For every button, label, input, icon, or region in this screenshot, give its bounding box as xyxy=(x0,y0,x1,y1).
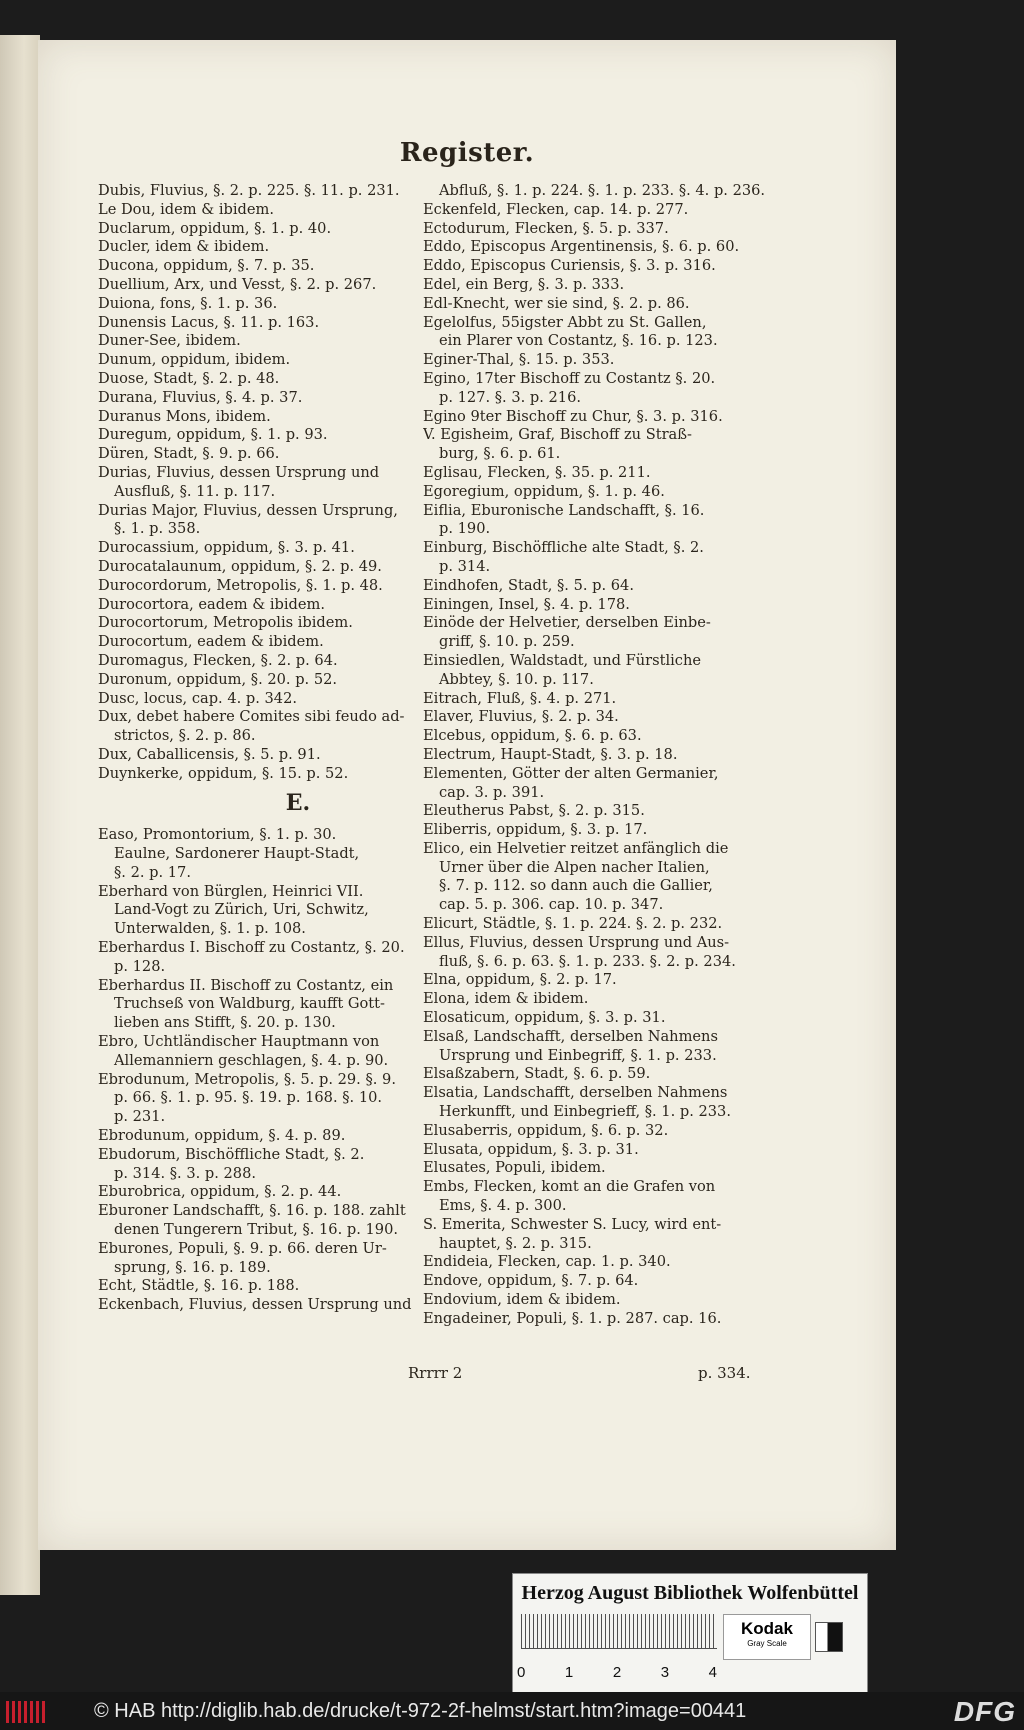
index-entry: p. 127. §. 3. p. 216. xyxy=(439,388,582,406)
index-entry: Edel, ein Berg, §. 3. p. 333. xyxy=(423,275,625,293)
index-entry: Ellus, Fluvius, dessen Ursprung und Aus- xyxy=(423,933,730,951)
index-entry: Embs, Flecken, komt an die Grafen von xyxy=(423,1178,716,1196)
index-entry: griff, §. 10. p. 259. xyxy=(439,633,575,651)
index-entry: Dusc, locus, cap. 4. p. 342. xyxy=(98,689,298,707)
index-entry: p. 314. §. 3. p. 288. xyxy=(114,1164,257,1182)
index-entry: Eglisau, Flecken, §. 35. p. 211. xyxy=(423,463,651,481)
index-entry: Ebudorum, Bischöffliche Stadt, §. 2. xyxy=(98,1145,365,1163)
index-entry: Eburobrica, oppidum, §. 2. p. 44. xyxy=(98,1183,342,1201)
index-entry: Abfluß, §. 1. p. 224. §. 1. p. 233. §. 4. p. 236. xyxy=(439,182,766,199)
index-entry: Truchseß von Waldburg, kaufft Gott- xyxy=(114,995,385,1013)
index-entry: Ursprung und Einbegriff, §. 1. p. 233. xyxy=(439,1046,717,1064)
library-name: Herzog August Bibliothek Wolfenbüttel xyxy=(521,1582,859,1604)
index-entry: Eberhardus II. Bischoff zu Costantz, ein xyxy=(98,976,394,994)
index-entry: Eburones, Populi, §. 9. p. 66. deren Ur- xyxy=(98,1239,387,1257)
index-entry: Ebrodunum, Metropolis, §. 5. p. 29. §. 9. xyxy=(98,1070,396,1088)
index-entry: Eberhardus I. Bischoff zu Costantz, §. 20. xyxy=(98,939,405,957)
ruler-number: 0 xyxy=(517,1664,526,1681)
index-entry: Einsiedlen, Waldstadt, und Fürstliche xyxy=(423,651,701,669)
index-entry: Duclarum, oppidum, §. 1. p. 40. xyxy=(98,219,332,237)
index-entry: Elona, idem & ibidem. xyxy=(423,990,589,1008)
index-entry: Düren, Stadt, §. 9. p. 66. xyxy=(98,445,280,463)
index-entry: p. 231. xyxy=(114,1108,166,1126)
index-entry: Durocatalaunum, oppidum, §. 2. p. 49. xyxy=(98,557,382,575)
index-entry: Egino, 17ter Bischoff zu Costantz §. 20. xyxy=(423,369,716,387)
index-entry: Eddo, Episcopus Argentinensis, §. 6. p. 60. xyxy=(423,238,740,256)
index-entry: Ducona, oppidum, §. 7. p. 35. xyxy=(98,257,315,275)
catchword-signature: Rrrrr 2 xyxy=(408,1364,463,1382)
index-entry: cap. 3. p. 391. xyxy=(439,783,545,801)
index-entry: strictos, §. 2. p. 86. xyxy=(114,727,256,745)
index-entry: sprung, §. 16. p. 189. xyxy=(114,1258,271,1276)
ruler-number: 3 xyxy=(660,1664,670,1681)
index-entry: Eaulne, Sardonerer Haupt-Stadt, xyxy=(114,845,360,863)
index-entry: hauptet, §. 2. p. 315. xyxy=(439,1234,592,1252)
index-entry: Le Dou, idem & ibidem. xyxy=(98,200,275,218)
index-entry: Duromagus, Flecken, §. 2. p. 64. xyxy=(98,651,338,669)
index-entry: Eddo, Episcopus Curiensis, §. 3. p. 316. xyxy=(423,257,716,275)
index-entry: Duronum, oppidum, §. 20. p. 52. xyxy=(98,670,338,688)
index-entry: Duynkerke, oppidum, §. 15. p. 52. xyxy=(98,764,349,782)
index-entry: Durana, Fluvius, §. 4. p. 37. xyxy=(98,388,303,406)
index-entry: Eberhard von Bürglen, Heinrici VII. xyxy=(98,882,364,900)
index-entry: Durocortorum, Metropolis ibidem. xyxy=(98,614,353,632)
index-entry: Eburoner Landschafft, §. 16. p. 188. zahlt xyxy=(98,1202,406,1220)
index-entry: Einingen, Insel, §. 4. p. 178. xyxy=(423,595,630,613)
index-entry: Elosaticum, oppidum, §. 3. p. 31. xyxy=(423,1009,666,1027)
dfg-logo: DFG xyxy=(953,1696,1016,1727)
index-entry: Ems, §. 4. p. 300. xyxy=(439,1197,567,1215)
index-entry: denen Tungerern Tribut, §. 16. p. 190. xyxy=(114,1221,398,1239)
footer-bar xyxy=(0,1692,1024,1730)
ruler-number: 4 xyxy=(708,1664,717,1681)
index-entry: Durocassium, oppidum, §. 3. p. 41. xyxy=(98,539,355,557)
index-entry: fluß, §. 6. p. 63. §. 1. p. 233. §. 2. p. 234. xyxy=(439,952,736,970)
index-entry: §. 1. p. 358. xyxy=(114,520,201,538)
index-entry: Duose, Stadt, §. 2. p. 48. xyxy=(98,369,280,387)
index-entry: burg, §. 6. p. 61. xyxy=(439,445,561,463)
ruler-numbers xyxy=(517,1664,717,1681)
index-entry: Elementen, Götter der alten Germanier, xyxy=(423,764,719,782)
index-entry: p. 128. xyxy=(114,957,166,975)
ruler-number: 1 xyxy=(564,1664,574,1681)
index-entry: Elaver, Fluvius, §. 2. p. 34. xyxy=(423,708,619,726)
index-entry: Eckenbach, Fluvius, dessen Ursprung und xyxy=(98,1296,412,1314)
index-entry: Elico, ein Helvetier reitzet anfänglich die xyxy=(423,839,729,857)
index-entry: Unterwalden, §. 1. p. 108. xyxy=(114,920,306,938)
index-entry: Durocortora, eadem & ibidem. xyxy=(98,595,325,613)
index-entry: lieben ans Stifft, §. 20. p. 130. xyxy=(114,1014,336,1032)
gray-scale-patch xyxy=(815,1622,843,1652)
index-entry: Egelolfus, 55igster Abbt zu St. Gallen, xyxy=(423,313,707,331)
ruler-number: 2 xyxy=(612,1664,622,1681)
index-entry: Ectodurum, Flecken, §. 5. p. 337. xyxy=(423,219,669,237)
source-url[interactable]: © HAB http://diglib.hab.de/drucke/t-972-2f-helmst/start.htm?image=00441 xyxy=(94,1700,747,1722)
index-entry: V. Egisheim, Graf, Bischoff zu Straß- xyxy=(423,426,692,444)
index-entry: Eitrach, Fluß, §. 4. p. 271. xyxy=(423,689,617,707)
index-entry: Eginer-Thal, §. 15. p. 353. xyxy=(423,351,615,369)
index-entry: Land-Vogt zu Zürich, Uri, Schwitz, xyxy=(114,901,369,919)
index-entry: Duranus Mons, ibidem. xyxy=(98,407,271,425)
index-entry: §. 2. p. 17. xyxy=(114,863,191,881)
index-entry: Dunum, oppidum, ibidem. xyxy=(98,351,291,369)
index-entry: Engadeiner, Populi, §. 1. p. 287. cap. 16. xyxy=(423,1309,722,1327)
index-entry: Herkunfft, und Einbegrieff, §. 1. p. 233. xyxy=(439,1103,731,1121)
index-entry: Duellium, Arx, und Vesst, §. 2. p. 267. xyxy=(98,275,377,293)
index-entry: Durias, Fluvius, dessen Ursprung und xyxy=(98,463,380,481)
index-entry: Urner über die Alpen nacher Italien, xyxy=(439,858,710,876)
index-entry: S. Emerita, Schwester S. Lucy, wird ent- xyxy=(423,1215,722,1233)
index-entry: Einöde der Helvetier, derselben Einbe- xyxy=(423,614,711,632)
page-title: Register. xyxy=(399,138,535,168)
letter-heading: E. xyxy=(285,789,311,816)
catchword-continuation: p. 334. xyxy=(698,1364,751,1382)
index-entry: Elna, oppidum, §. 2. p. 17. xyxy=(423,971,617,989)
index-entry: Abbtey, §. 10. p. 117. xyxy=(439,670,594,688)
index-entry: Allemanniern geschlagen, §. 4. p. 90. xyxy=(114,1051,389,1069)
adjacent-page-edge xyxy=(0,35,40,1595)
index-entry: Duner-See, ibidem. xyxy=(98,332,241,350)
index-entry: Endideia, Flecken, cap. 1. p. 340. xyxy=(423,1253,671,1271)
index-entry: Duiona, fons, §. 1. p. 36. xyxy=(98,294,278,312)
index-entry: Dux, Caballicensis, §. 5. p. 91. xyxy=(98,745,321,763)
index-entry: p. 190. xyxy=(439,520,491,538)
index-entry: §. 7. p. 112. so dann auch die Gallier, xyxy=(439,877,713,895)
library-label-card xyxy=(512,1573,868,1703)
index-entry: Easo, Promontorium, §. 1. p. 30. xyxy=(98,826,337,844)
right-column xyxy=(423,182,838,1329)
index-entry: Elsaßzabern, Stadt, §. 6. p. 59. xyxy=(423,1065,651,1083)
index-entry: Einburg, Bischöffliche alte Stadt, §. 2. xyxy=(423,539,704,557)
index-entry: Ducler, idem & ibidem. xyxy=(98,238,270,256)
index-entry: Eindhofen, Stadt, §. 5. p. 64. xyxy=(423,576,634,594)
index-entry: Eleutherus Pabst, §. 2. p. 315. xyxy=(423,802,645,820)
index-entry: p. 66. §. 1. p. 95. §. 19. p. 168. §. 10. xyxy=(114,1089,383,1107)
scale-ruler xyxy=(521,1614,717,1649)
index-entry: Elusates, Populi, ibidem. xyxy=(423,1159,606,1177)
index-entry: Dubis, Fluvius, §. 2. p. 225. §. 11. p. 231. xyxy=(98,182,400,199)
index-entry: Edl-Knecht, wer sie sind, §. 2. p. 86. xyxy=(423,294,690,312)
hab-logo-icon xyxy=(6,1701,46,1723)
index-entry: Dunensis Lacus, §. 11. p. 163. xyxy=(98,313,320,331)
index-entry: Endove, oppidum, §. 7. p. 64. xyxy=(423,1272,639,1290)
index-entry: Endovium, idem & ibidem. xyxy=(423,1291,621,1309)
index-entry: Eliberris, oppidum, §. 3. p. 17. xyxy=(423,821,648,839)
index-entry: Durocortum, eadem & ibidem. xyxy=(98,633,324,651)
right-column-entries xyxy=(423,182,838,1329)
index-entry: ein Plarer von Costantz, §. 16. p. 123. xyxy=(439,332,718,350)
index-entry: Elsatia, Landschafft, derselben Nahmens xyxy=(423,1084,728,1102)
kodak-logo xyxy=(723,1614,811,1660)
scanned-page xyxy=(38,40,896,1550)
index-entry: p. 314. xyxy=(439,557,491,575)
kodak-subtitle: Gray Scale xyxy=(747,1639,787,1648)
index-entry: cap. 5. p. 306. cap. 10. p. 347. xyxy=(439,896,664,914)
index-entry: Eckenfeld, Flecken, cap. 14. p. 277. xyxy=(423,200,689,218)
index-entry: Electrum, Haupt-Stadt, §. 3. p. 18. xyxy=(423,745,678,763)
index-entry: Elusaberris, oppidum, §. 6. p. 32. xyxy=(423,1121,669,1139)
index-entry: Echt, Städtle, §. 16. p. 188. xyxy=(98,1277,300,1295)
index-entry: Ebrodunum, oppidum, §. 4. p. 89. xyxy=(98,1127,346,1145)
index-entry: Elusata, oppidum, §. 3. p. 31. xyxy=(423,1140,639,1158)
index-entry: Egino 9ter Bischoff zu Chur, §. 3. p. 316. xyxy=(423,407,723,425)
index-entry: Ebro, Uchtländischer Hauptmann von xyxy=(98,1033,380,1051)
index-entry: Elcebus, oppidum, §. 6. p. 63. xyxy=(423,727,642,745)
index-entry: Durocordorum, Metropolis, §. 1. p. 48. xyxy=(98,576,383,594)
kodak-brand: Kodak xyxy=(741,1619,793,1638)
index-entry: Dux, debet habere Comites sibi feudo ad- xyxy=(98,708,405,726)
index-entry: Durias Major, Fluvius, dessen Ursprung, xyxy=(98,501,398,519)
index-entry: Elsaß, Landschafft, derselben Nahmens xyxy=(423,1027,718,1045)
index-entry: Ausfluß, §. 11. p. 117. xyxy=(114,482,276,500)
index-entry: Eiflia, Eburonische Landschafft, §. 16. xyxy=(423,501,705,519)
index-entry: Elicurt, Städtle, §. 1. p. 224. §. 2. p. 232. xyxy=(423,915,723,933)
index-entry: Egoregium, oppidum, §. 1. p. 46. xyxy=(423,482,665,500)
index-entry: Duregum, oppidum, §. 1. p. 93. xyxy=(98,426,328,444)
